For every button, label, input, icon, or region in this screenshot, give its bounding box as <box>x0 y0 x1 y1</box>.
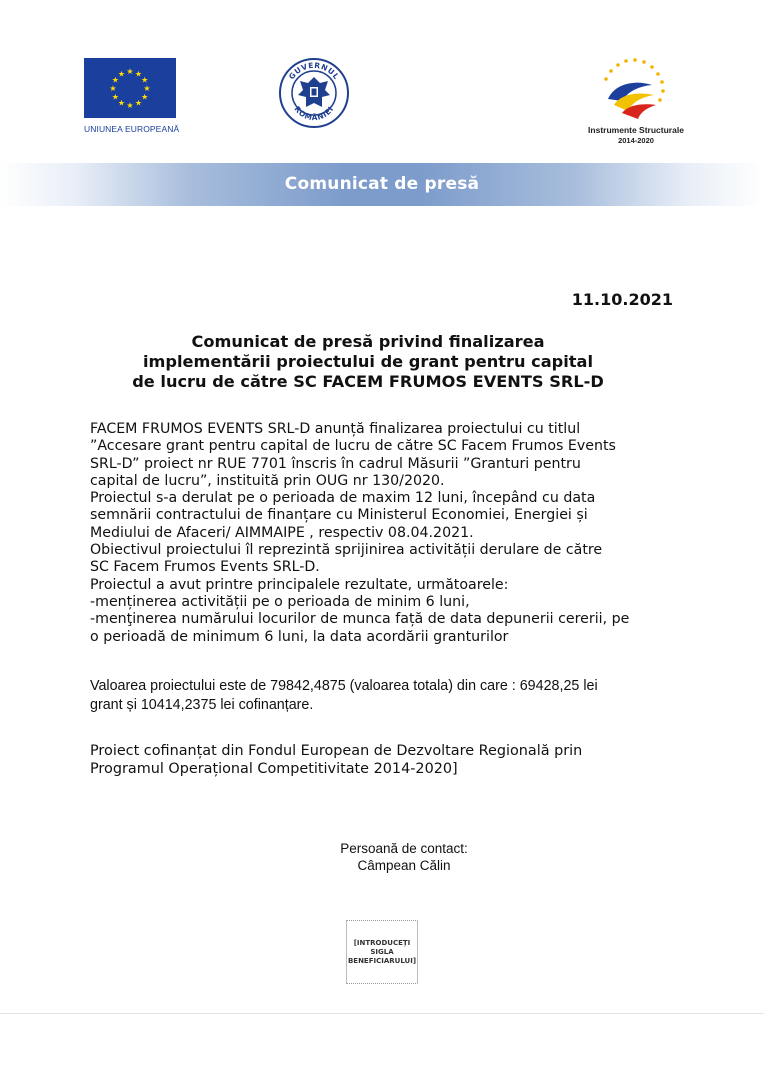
contact-label: Persoană de contact: <box>340 841 468 856</box>
svg-text:★: ★ <box>141 75 149 85</box>
text-line: capital de lucru”, instituită prin OUG nr 130/2020. <box>90 472 445 489</box>
svg-text:★: ★ <box>111 75 119 85</box>
contact-block <box>314 840 494 874</box>
text-line: Proiect cofinanțat din Fondul European de Dezvoltare Regională prin <box>90 743 583 759</box>
text-line: -menţinerea numărului locurilor de munca față de data depunerii cererii, pe <box>90 611 630 628</box>
instrumente-structurale-period: 2014-2020 <box>618 136 654 145</box>
svg-text:ROMÂNIEI: ROMÂNIEI <box>292 104 336 123</box>
contact-name: Câmpean Călin <box>357 858 451 873</box>
svg-text:GUVERNUL: GUVERNUL <box>286 60 342 82</box>
project-value-paragraph <box>90 677 598 714</box>
text-line: Programul Operațional Competitivitate 2014-2020] <box>90 760 458 777</box>
text-line: -menținerea activității pe o perioada de minim 6 luni, <box>90 593 470 610</box>
eu-logo <box>84 58 180 134</box>
text-line: SRL-D” proiect nr RUE 7701 înscris în cadrul Măsurii ”Granturi pentru <box>90 455 581 472</box>
svg-text:★: ★ <box>126 101 134 110</box>
svg-text:★: ★ <box>111 92 119 102</box>
text-line: SC Facem Frumos Events SRL-D. <box>90 559 320 576</box>
svg-text:★: ★ <box>117 98 126 108</box>
text-line: ”Accesare grant pentru capital de lucru de către SC Facem Frumos Events <box>90 438 616 455</box>
text-line: Valoarea proiectului este de 79842,4875 (valoarea totala) din care : 69428,25 lei <box>90 678 598 694</box>
body-paragraph-main <box>90 421 629 646</box>
press-release-title <box>60 332 676 392</box>
svg-text:★: ★ <box>109 84 117 93</box>
svg-text:★: ★ <box>117 69 126 79</box>
eu-caption: UNIUNEA EUROPEANĂ <box>84 124 180 134</box>
placeholder-line: [INTRODUCEȚI <box>353 938 411 947</box>
svg-text:★: ★ <box>126 67 134 76</box>
text-line: Mediului de Afaceri/ AIMMAIPE , respectiv 08.04.2021. <box>90 524 474 541</box>
cofinancing-paragraph <box>90 743 582 779</box>
banner-title: Comunicat de presă <box>284 174 480 194</box>
title-line: implementării proiectului de grant pentru capital <box>142 352 594 371</box>
footer-divider <box>0 1013 764 1014</box>
placeholder-line: BENEFICIARULUI] <box>347 956 417 965</box>
svg-text:★: ★ <box>143 84 151 93</box>
svg-text:★: ★ <box>134 98 143 108</box>
release-date: 11.10.2021 <box>571 290 673 309</box>
beneficiary-logo-placeholder <box>346 920 418 984</box>
text-line: o perioadă de minimum 6 luni, la data acordării granturilor <box>90 628 509 645</box>
eu-flag-icon <box>84 58 176 118</box>
svg-text:★: ★ <box>141 92 149 102</box>
svg-text:★: ★ <box>134 69 143 79</box>
text-line: Proiectul s-a derulat pe o perioada de maxim 12 luni, începând cu data <box>90 490 596 507</box>
title-line: Comunicat de presă privind finalizarea <box>191 332 545 351</box>
placeholder-line: SIGLA <box>370 947 394 956</box>
text-line: semnării contractului de finanțare cu Ministerul Economiei, Energiei și <box>90 507 588 524</box>
instrumente-structurale-caption: Instrumente Structurale <box>588 125 684 135</box>
text-line: Obiectivul proiectului îl reprezintă sprijinirea activității derulare de către <box>90 542 603 559</box>
text-line: Proiectul a avut printre principalele rezultate, următoarele: <box>90 576 509 593</box>
text-line: FACEM FRUMOS EVENTS SRL-D anunță finalizarea proiectului cu titlul <box>90 421 581 437</box>
text-line: grant și 10414,2375 lei cofinanțare. <box>90 696 314 713</box>
title-line: de lucru de către SC FACEM FRUMOS EVENTS SRL-D <box>132 372 604 391</box>
romanian-government-logo <box>278 57 350 129</box>
